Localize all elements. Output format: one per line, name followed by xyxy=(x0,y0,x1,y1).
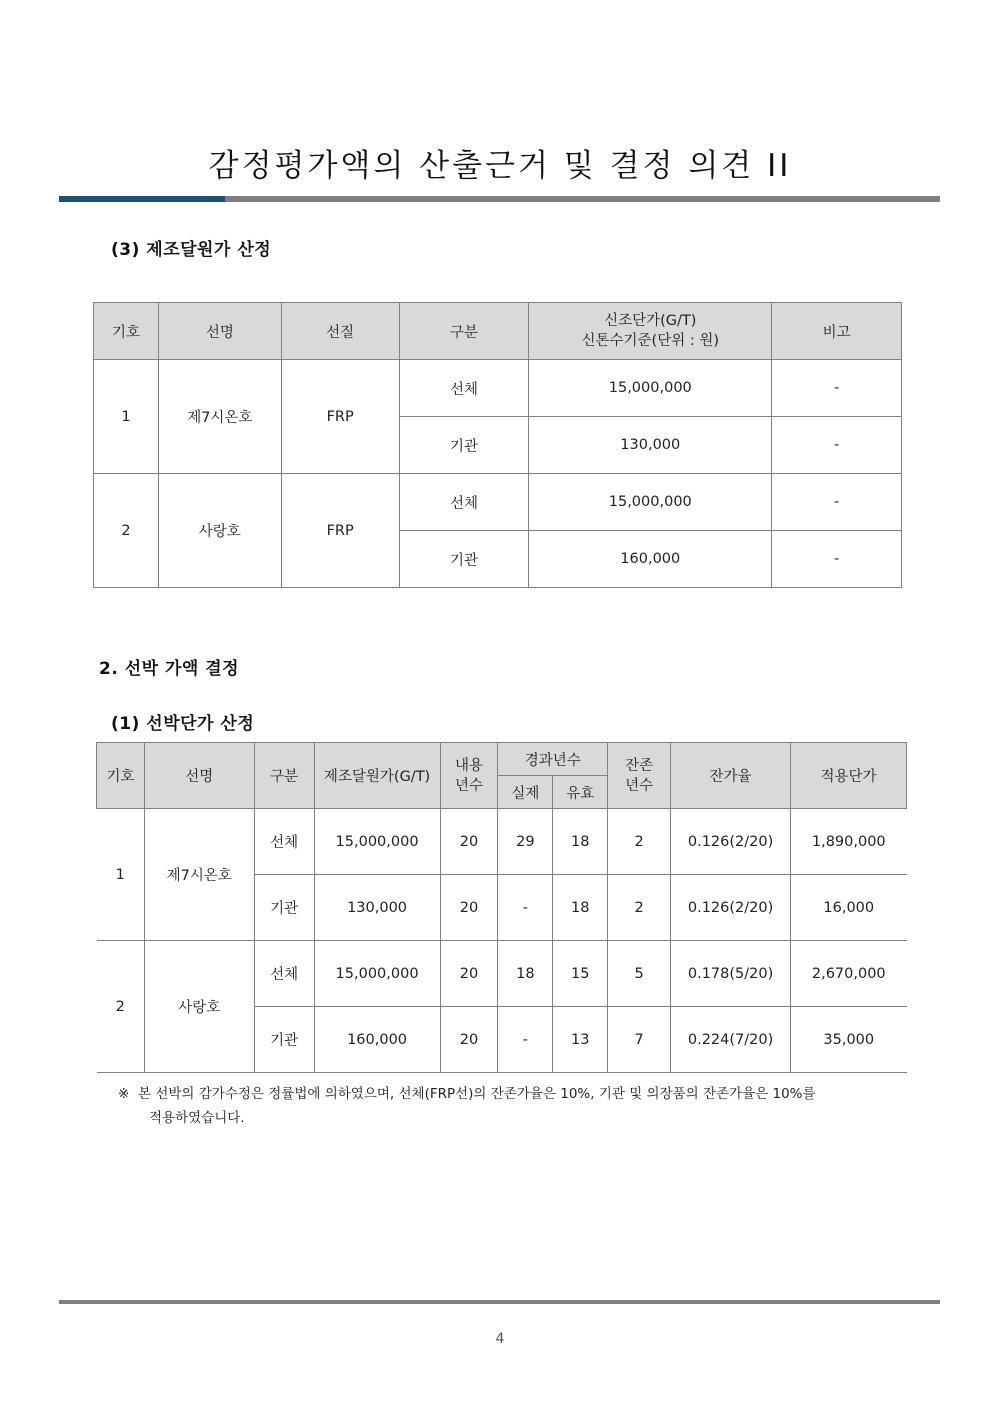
cell-effective: 18 xyxy=(553,875,608,941)
cell-name: 제7시온호 xyxy=(144,809,254,941)
cell-unit-price: 35,000 xyxy=(791,1007,907,1073)
manufacturing-cost-table xyxy=(93,302,902,588)
table-row xyxy=(97,941,907,1007)
title-underline xyxy=(59,196,940,202)
cell-price: 130,000 xyxy=(529,417,772,474)
cell-cost: 130,000 xyxy=(314,875,440,941)
table-row xyxy=(94,360,902,417)
cell-price: 15,000,000 xyxy=(529,474,772,531)
cell-actual: - xyxy=(498,1007,553,1073)
header-no: 기호 xyxy=(94,303,159,360)
page-title: 감정평가액의 산출근거 및 결정 의견 II xyxy=(208,148,792,184)
cell-cost: 160,000 xyxy=(314,1007,440,1073)
cell-rate: 0.126(2/20) xyxy=(671,875,791,941)
cell-life: 20 xyxy=(440,1007,498,1073)
section-1-heading: (1) 선박단가 산정 xyxy=(111,714,255,734)
cell-remarks: - xyxy=(772,474,902,531)
cell-material: FRP xyxy=(281,360,399,474)
page-number: 4 xyxy=(495,1331,505,1347)
cell-no: 1 xyxy=(94,360,159,474)
cell-price: 160,000 xyxy=(529,531,772,588)
title-underline-accent xyxy=(59,196,225,202)
header-price-line2: 신톤수기준(단위 : 원) xyxy=(581,333,719,349)
header-life-line1: 내용 xyxy=(454,757,483,774)
cell-unit-price: 16,000 xyxy=(791,875,907,941)
cell-cost: 15,000,000 xyxy=(314,809,440,875)
table-row xyxy=(94,474,902,531)
cell-effective: 13 xyxy=(553,1007,608,1073)
cell-cost: 15,000,000 xyxy=(314,941,440,1007)
header-remain xyxy=(608,743,671,809)
header-remain-line2: 년수 xyxy=(625,777,654,794)
cell-category: 선체 xyxy=(399,474,529,531)
cell-remarks: - xyxy=(772,417,902,474)
cell-rate: 0.224(7/20) xyxy=(671,1007,791,1073)
header-remain-line1: 잔존 xyxy=(625,757,654,774)
header-price-line1: 신조단가(G/T) xyxy=(604,313,697,329)
cell-rate: 0.178(5/20) xyxy=(671,941,791,1007)
cell-no: 2 xyxy=(94,474,159,588)
header-cost: 제조달원가(G/T) xyxy=(314,743,440,809)
cell-life: 20 xyxy=(440,809,498,875)
cell-life: 20 xyxy=(440,941,498,1007)
cell-rate: 0.126(2/20) xyxy=(671,809,791,875)
cell-remain: 2 xyxy=(608,809,671,875)
cell-actual: - xyxy=(498,875,553,941)
cell-category: 기관 xyxy=(399,417,529,474)
cell-category: 선체 xyxy=(254,941,314,1007)
cell-name: 사랑호 xyxy=(144,941,254,1073)
header-category: 구분 xyxy=(399,303,529,360)
header-life xyxy=(440,743,498,809)
cell-remain: 2 xyxy=(608,875,671,941)
table-row xyxy=(97,809,907,875)
footnote-line-1: 본 선박의 감가수정은 정률법에 의하였으며, 선체(FRP선)의 잔존가율은 10%, 기관 및 의장품의 잔존가율은 10%를 xyxy=(138,1086,816,1102)
cell-category: 기관 xyxy=(399,531,529,588)
cell-category: 선체 xyxy=(254,809,314,875)
header-life-line2: 년수 xyxy=(454,777,483,794)
cell-category: 선체 xyxy=(399,360,529,417)
cell-effective: 18 xyxy=(553,809,608,875)
cell-remain: 5 xyxy=(608,941,671,1007)
cell-name: 제7시온호 xyxy=(158,360,281,474)
footnote-line-2: 적용하였습니다. xyxy=(149,1110,245,1126)
cell-actual: 29 xyxy=(498,809,553,875)
cell-name: 사랑호 xyxy=(158,474,281,588)
section-2-heading: 2. 선박 가액 결정 xyxy=(99,659,240,679)
cell-remarks: - xyxy=(772,360,902,417)
cell-unit-price: 1,890,000 xyxy=(791,809,907,875)
header-name: 선명 xyxy=(144,743,254,809)
header-material: 선질 xyxy=(281,303,399,360)
unit-price-table xyxy=(96,742,907,1073)
header-no: 기호 xyxy=(97,743,145,809)
cell-no: 2 xyxy=(97,941,145,1073)
cell-no: 1 xyxy=(97,809,145,941)
header-actual: 실제 xyxy=(498,776,553,809)
section-3-heading: (3) 제조달원가 산정 xyxy=(111,240,272,260)
cell-price: 15,000,000 xyxy=(529,360,772,417)
cell-remain: 7 xyxy=(608,1007,671,1073)
reference-mark-icon: ※ xyxy=(118,1086,130,1102)
header-price xyxy=(529,303,772,360)
header-elapsed: 경과년수 xyxy=(498,743,608,776)
cell-unit-price: 2,670,000 xyxy=(791,941,907,1007)
cell-category: 기관 xyxy=(254,1007,314,1073)
header-effective: 유효 xyxy=(553,776,608,809)
header-remarks: 비고 xyxy=(772,303,902,360)
cell-effective: 15 xyxy=(553,941,608,1007)
cell-life: 20 xyxy=(440,875,498,941)
cell-remarks: - xyxy=(772,531,902,588)
cell-category: 기관 xyxy=(254,875,314,941)
header-residual-rate: 잔가율 xyxy=(671,743,791,809)
header-unit-price: 적용단가 xyxy=(791,743,907,809)
cell-material: FRP xyxy=(281,474,399,588)
footer-rule xyxy=(59,1300,940,1304)
header-name: 선명 xyxy=(158,303,281,360)
header-category: 구분 xyxy=(254,743,314,809)
cell-actual: 18 xyxy=(498,941,553,1007)
footnote xyxy=(118,1082,902,1130)
